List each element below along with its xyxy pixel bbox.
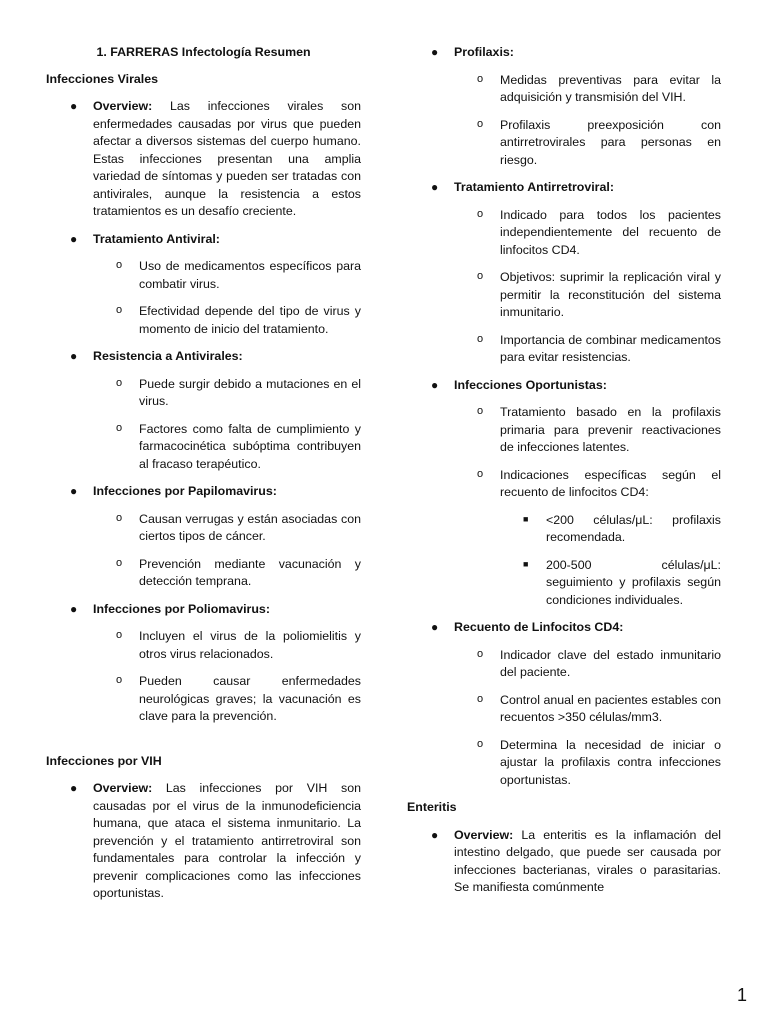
bullet-dot-icon: ●	[70, 484, 78, 498]
bullet-dot-icon: ●	[70, 99, 78, 113]
overview-enteritis: ● Overview: La enteritis es la inflamación del intestino delgado, que puede ser causada por infecciones bacterianas, virales o parasitarias. Se manifiesta comúnmente	[431, 827, 721, 894]
bullet-profilaxis: ● Profilaxis:	[407, 44, 721, 62]
list-item: o Incluyen el virus de la poliomielitis y otros virus relacionados.	[116, 629, 361, 661]
list-item: o Causan verrugas y están asociadas con ciertos tipos de cáncer.	[116, 511, 361, 543]
circle-bullet-icon: o	[477, 467, 484, 480]
overview-vih: ● Overview: Las infecciones por VIH son causadas por el virus de la inmunodeficiencia humana, que ataca el sistema inmunitario. La prevención y el tratamiento antirretroviral son fundamentales para controlar la infección y prevenir complicaciones como las infecciones oportunistas.	[70, 781, 361, 900]
circle-bullet-icon: o	[477, 117, 484, 130]
list-item: o Uso de medicamentos específicos para combatir virus.	[116, 259, 361, 291]
circle-bullet-icon: o	[116, 511, 123, 524]
list-item: o Determina la necesidad de iniciar o ajustar la profilaxis contra infecciones oportunistas.	[477, 737, 721, 787]
square-bullet-icon: ■	[523, 558, 529, 569]
bullet-infecciones-oportunistas: ● Infecciones Oportunistas:	[407, 377, 721, 395]
bullet-recuento-cd4: ● Recuento de Linfocitos CD4:	[407, 619, 721, 637]
bullet-dot-icon: ●	[431, 180, 439, 194]
list-item: o Puede surgir debido a mutaciones en el virus.	[116, 376, 361, 408]
bullet-dot-icon: ●	[431, 45, 439, 59]
left-column	[46, 44, 361, 913]
section-heading-enteritis: Enteritis	[407, 800, 457, 814]
circle-bullet-icon: o	[477, 737, 484, 750]
list-item: o Indicaciones específicas según el recuento de linfocitos CD4:	[477, 467, 721, 499]
list-item: o Importancia de combinar medicamentos para evitar resistencias.	[477, 332, 721, 364]
list-item: ■ <200 células/μL: profilaxis recomendada.	[523, 512, 721, 544]
circle-bullet-icon: o	[477, 692, 484, 705]
circle-bullet-icon: o	[116, 556, 123, 569]
circle-bullet-icon: o	[477, 72, 484, 85]
circle-bullet-icon: o	[116, 629, 123, 641]
bullet-papilomavirus: ● Infecciones por Papilomavirus:	[46, 483, 361, 501]
bullet-dot-icon: ●	[70, 231, 78, 246]
bullet-dot-icon: ●	[70, 781, 78, 795]
overview-viral: ● Overview: Las infecciones virales son enfermedades causadas por virus que pueden afectar a diversos sistemas del cuerpo humano. Estas infecciones presentan una amplia variedad de síntomas y pueden ser tratadas con antivirales, aunque la resistencia a estos tratamientos es un desafío creciente.	[70, 99, 361, 218]
list-item: o Control anual en pacientes estables con recuentos >350 células/mm3.	[477, 692, 721, 724]
list-item: o Prevención mediante vacunación y detección temprana.	[116, 556, 361, 588]
bullet-dot-icon: ●	[431, 827, 439, 842]
section-heading-vih: Infecciones por VIH	[46, 753, 162, 768]
circle-bullet-icon: o	[116, 674, 123, 686]
square-bullet-icon: ■	[523, 513, 529, 524]
circle-bullet-icon: o	[477, 405, 484, 417]
list-item: o Profilaxis preexposición con antirretrovirales para personas en riesgo.	[477, 117, 721, 167]
list-item: o Efectividad depende del tipo de virus y momento de inicio del tratamiento.	[116, 304, 361, 336]
document-title: 1. FARRERAS Infectología Resumen	[96, 45, 311, 59]
list-item: o Tratamiento basado en la profilaxis primaria para prevenir reactivaciones de infecciones latentes.	[477, 405, 721, 454]
circle-bullet-icon: o	[116, 304, 123, 316]
section-heading-viral: Infecciones Virales	[46, 71, 159, 86]
circle-bullet-icon: o	[116, 259, 123, 271]
list-item: ■ 200-500 células/μL: seguimiento y profilaxis según condiciones individuales.	[523, 557, 721, 607]
list-item: o Indicador clave del estado inmunitario del paciente.	[477, 647, 721, 679]
bullet-dot-icon: ●	[431, 620, 439, 634]
list-item: o Medidas preventivas para evitar la adquisición y transmisión del VIH.	[477, 72, 721, 104]
page-number: 1	[736, 985, 747, 1005]
list-item: o Objetivos: suprimir la replicación viral y permitir la reconstitución del sistema inmunitario.	[477, 270, 721, 319]
bullet-dot-icon: ●	[70, 601, 78, 616]
circle-bullet-icon: o	[477, 207, 484, 220]
right-column	[407, 44, 721, 907]
list-item: o Indicado para todos los pacientes independientemente del recuento de linfocitos CD4.	[477, 207, 721, 257]
circle-bullet-icon: o	[116, 376, 123, 389]
list-item: o Factores como falta de cumplimiento y farmacocinética subóptima contribuyen al fracaso terapéutico.	[116, 421, 361, 471]
bullet-tratamiento-antirretroviral: ● Tratamiento Antirretroviral:	[407, 179, 721, 197]
bullet-dot-icon: ●	[431, 377, 439, 392]
bullet-resistencia: ● Resistencia a Antivirales:	[46, 348, 361, 366]
circle-bullet-icon: o	[477, 270, 484, 282]
circle-bullet-icon: o	[477, 332, 484, 345]
bullet-dot-icon: ●	[70, 349, 78, 363]
circle-bullet-icon: o	[477, 647, 484, 660]
bullet-poliomavirus: ● Infecciones por Poliomavirus:	[46, 601, 361, 619]
circle-bullet-icon: o	[116, 421, 123, 434]
bullet-tratamiento-antiviral: ● Tratamiento Antiviral:	[46, 231, 361, 249]
list-item: o Pueden causar enfermedades neurológicas graves; la vacunación es clave para la prevención.	[116, 674, 361, 723]
